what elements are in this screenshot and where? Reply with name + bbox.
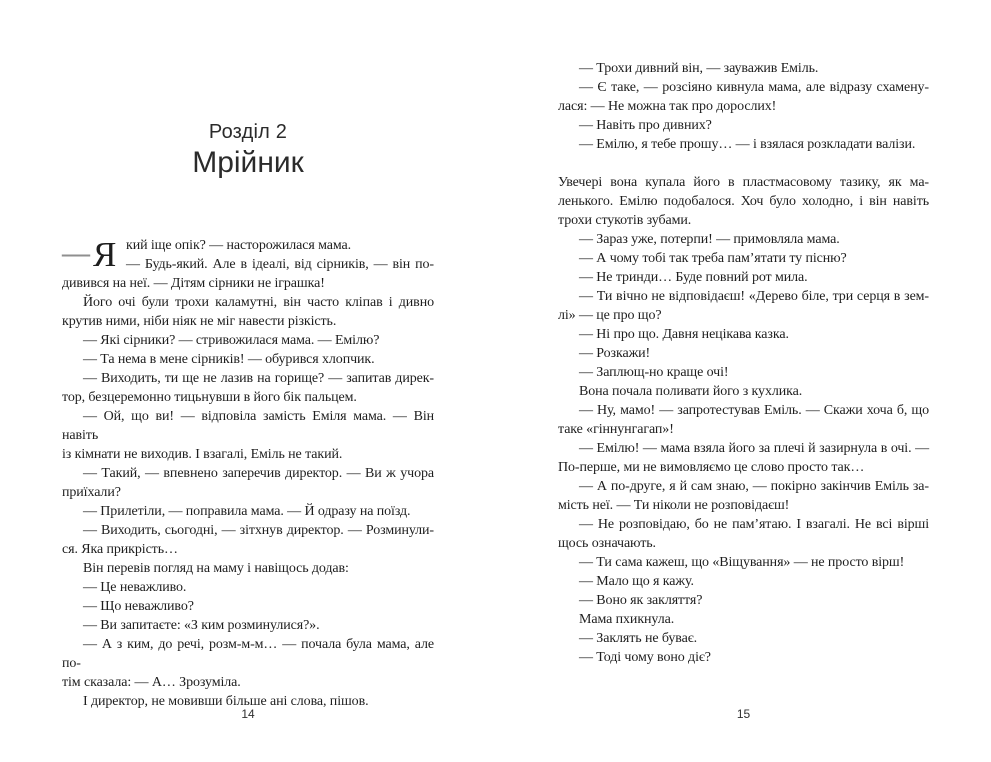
paragraph xyxy=(62,369,434,407)
text-line: — Будь-який. Але в ідеалі, від сірників, — він по- xyxy=(126,257,434,272)
paragraph xyxy=(62,635,434,692)
paragraph xyxy=(558,572,929,591)
text-line: — Такий, — впевнено заперечив директор. — Ви ж учора xyxy=(83,466,434,481)
text-line: Увечері вона купала його в пластмасовому тазику, як ма- xyxy=(558,175,929,190)
text-line: — Це неважливо. xyxy=(83,580,187,595)
paragraph xyxy=(62,502,434,521)
drop-cap xyxy=(62,236,126,274)
paragraph xyxy=(558,287,929,325)
text-line: — Заплющ-но краще очі! xyxy=(579,365,729,380)
text-line: — Що неважливо? xyxy=(83,599,194,614)
left-page xyxy=(62,0,434,762)
text-line: — Не розповідаю, бо не пам’ятаю. І взагалі. Не всі вірші xyxy=(579,517,929,532)
text-line: — Ви запитаєте: «З ким розминулися?». xyxy=(83,618,320,633)
paragraph xyxy=(62,616,434,635)
text-line: кий іще опік? — насторожилася мама. xyxy=(126,238,352,253)
right-page xyxy=(558,0,929,762)
paragraph xyxy=(558,59,929,78)
paragraph xyxy=(62,331,434,350)
text-line: — Воно як закляття? xyxy=(579,593,703,608)
text-line: тор, безцеремонно тицьнувши в його бік пальцем. xyxy=(62,390,357,405)
text-line: — Виходить, сьогодні, — зітхнув директор. — Розминули- xyxy=(83,523,434,538)
opening-paragraph xyxy=(62,236,434,293)
text-line: — Не тринди… Буде повний рот мила. xyxy=(579,270,808,285)
text-line: — Ти вічно не відповідаєш! «Дерево біле, три серця в зем- xyxy=(579,289,929,304)
text-line: — Мало що я кажу. xyxy=(579,574,694,589)
page-number-left: 14 xyxy=(241,707,255,721)
paragraph xyxy=(62,293,434,331)
paragraph xyxy=(558,135,929,154)
text-line: приїхали? xyxy=(62,485,121,500)
paragraph xyxy=(558,344,929,363)
paragraph xyxy=(62,559,434,578)
text-line: — Емілю, я тебе прошу… — і взялася розкладати валізи. xyxy=(579,137,916,152)
left-paragraphs xyxy=(62,293,434,711)
paragraph xyxy=(62,407,434,464)
paragraph xyxy=(62,578,434,597)
text-line: — Тоді чому воно діє? xyxy=(579,650,711,665)
paragraph xyxy=(558,382,929,401)
paragraph xyxy=(62,597,434,616)
text-line: крутив ними, ніби ніяк не міг навести різкість. xyxy=(62,314,337,329)
drop-cap-dash: — xyxy=(62,238,90,269)
text-line: тім сказала: — А… Зрозуміла. xyxy=(62,675,241,690)
text-line: таке «гіннунгагап»! xyxy=(558,422,674,437)
text-line: І директор, не мовивши більше ані слова, пішов. xyxy=(83,694,369,709)
paragraph xyxy=(558,648,929,667)
text-line: — Заклять не буває. xyxy=(579,631,698,646)
paragraph xyxy=(558,591,929,610)
paragraph xyxy=(558,268,929,287)
text-line: — Ну, мамо! — запротестував Еміль. — Скажи хоча б, що xyxy=(579,403,929,418)
text-line: — А чому тобі так треба пам’ятати ту пісню? xyxy=(579,251,847,266)
chapter-title: Мрійник xyxy=(192,146,304,179)
text-line: Вона почала поливати його з кухлика. xyxy=(579,384,803,399)
text-line: По-перше, ми не вимовляємо це слово просто так… xyxy=(558,460,865,475)
text-line: — Які сірники? — стривожилася мама. — Емілю? xyxy=(83,333,380,348)
text-line: ся. Яка прикрість… xyxy=(62,542,178,557)
paragraph xyxy=(558,477,929,515)
text-line: — Ой, що ви! — відповіла замість Еміля мама. — Він навіть xyxy=(62,409,434,443)
text-line: — Виходить, ти ще не лазив на горище? — запитав дирек- xyxy=(83,371,434,386)
text-line: — Ні про що. Давня нецікава казка. xyxy=(579,327,789,342)
text-line: — Ти сама кажеш, що «Віщування» — не просто вірш! xyxy=(579,555,905,570)
text-line: — А з ким, до речі, розм-м-м… — почала була мама, але по- xyxy=(62,637,434,671)
paragraph xyxy=(62,350,434,369)
text-line: трохи стукотів зубами. xyxy=(558,213,692,228)
paragraph xyxy=(558,325,929,344)
paragraph xyxy=(62,521,434,559)
paragraph xyxy=(558,439,929,477)
text-line: — Навіть про дивних? xyxy=(579,118,712,133)
paragraph xyxy=(558,363,929,382)
right-page-body xyxy=(558,59,929,667)
text-line: щось означають. xyxy=(558,536,656,551)
paragraph xyxy=(558,401,929,439)
text-line: — Трохи дивний він, — зауважив Еміль. xyxy=(579,61,819,76)
text-line: мість неї. — Ти ніколи не розповідаєш! xyxy=(558,498,790,513)
page-number-right: 15 xyxy=(736,707,751,721)
text-line: — Та нема в мене сірників! — обурився хлопчик. xyxy=(83,352,375,367)
text-line: — Зараз уже, потерпи! — примовляла мама. xyxy=(579,232,840,247)
paragraph xyxy=(558,610,929,629)
paragraph xyxy=(558,249,929,268)
left-page-body xyxy=(62,236,434,711)
text-line: — Розкажи! xyxy=(579,346,651,361)
text-line: дивився на неї. — Дітям сірники не іграшка! xyxy=(62,276,325,291)
paragraph xyxy=(62,464,434,502)
text-line: Його очі були трохи каламутні, він часто кліпав і дивно xyxy=(83,295,434,310)
text-line: лі» — це про що? xyxy=(558,308,662,323)
paragraph xyxy=(558,629,929,648)
paragraph xyxy=(558,173,929,230)
paragraph xyxy=(558,230,929,249)
text-line: — А по-друге, я й сам знаю, — покірно закінчив Еміль за- xyxy=(579,479,929,494)
paragraph xyxy=(558,116,929,135)
chapter-label: Розділ 2 xyxy=(208,121,288,143)
paragraph xyxy=(558,78,929,116)
paragraph xyxy=(558,553,929,572)
text-line: — Є таке, — розсіяно кивнула мама, але відразу схамену- xyxy=(579,80,929,95)
text-line: із кімнати не виходив. І взагалі, Еміль не такий. xyxy=(62,447,343,462)
paragraph xyxy=(558,515,929,553)
text-line: — Прилетіли, — поправила мама. — Й одразу на поїзд. xyxy=(83,504,411,519)
text-line: — Емілю! — мама взяла його за плечі й зазирнула в очі. — xyxy=(579,441,929,456)
text-line: лася: — Не можна так про дорослих! xyxy=(558,99,777,114)
text-line: Мама пхикнула. xyxy=(579,612,675,627)
drop-cap-letter: Я xyxy=(93,235,117,274)
text-line: Він перевів погляд на маму і навіщось додав: xyxy=(83,561,349,576)
text-line: ленького. Емілю подобалося. Хоч було холодно, і він навіть xyxy=(558,194,929,209)
